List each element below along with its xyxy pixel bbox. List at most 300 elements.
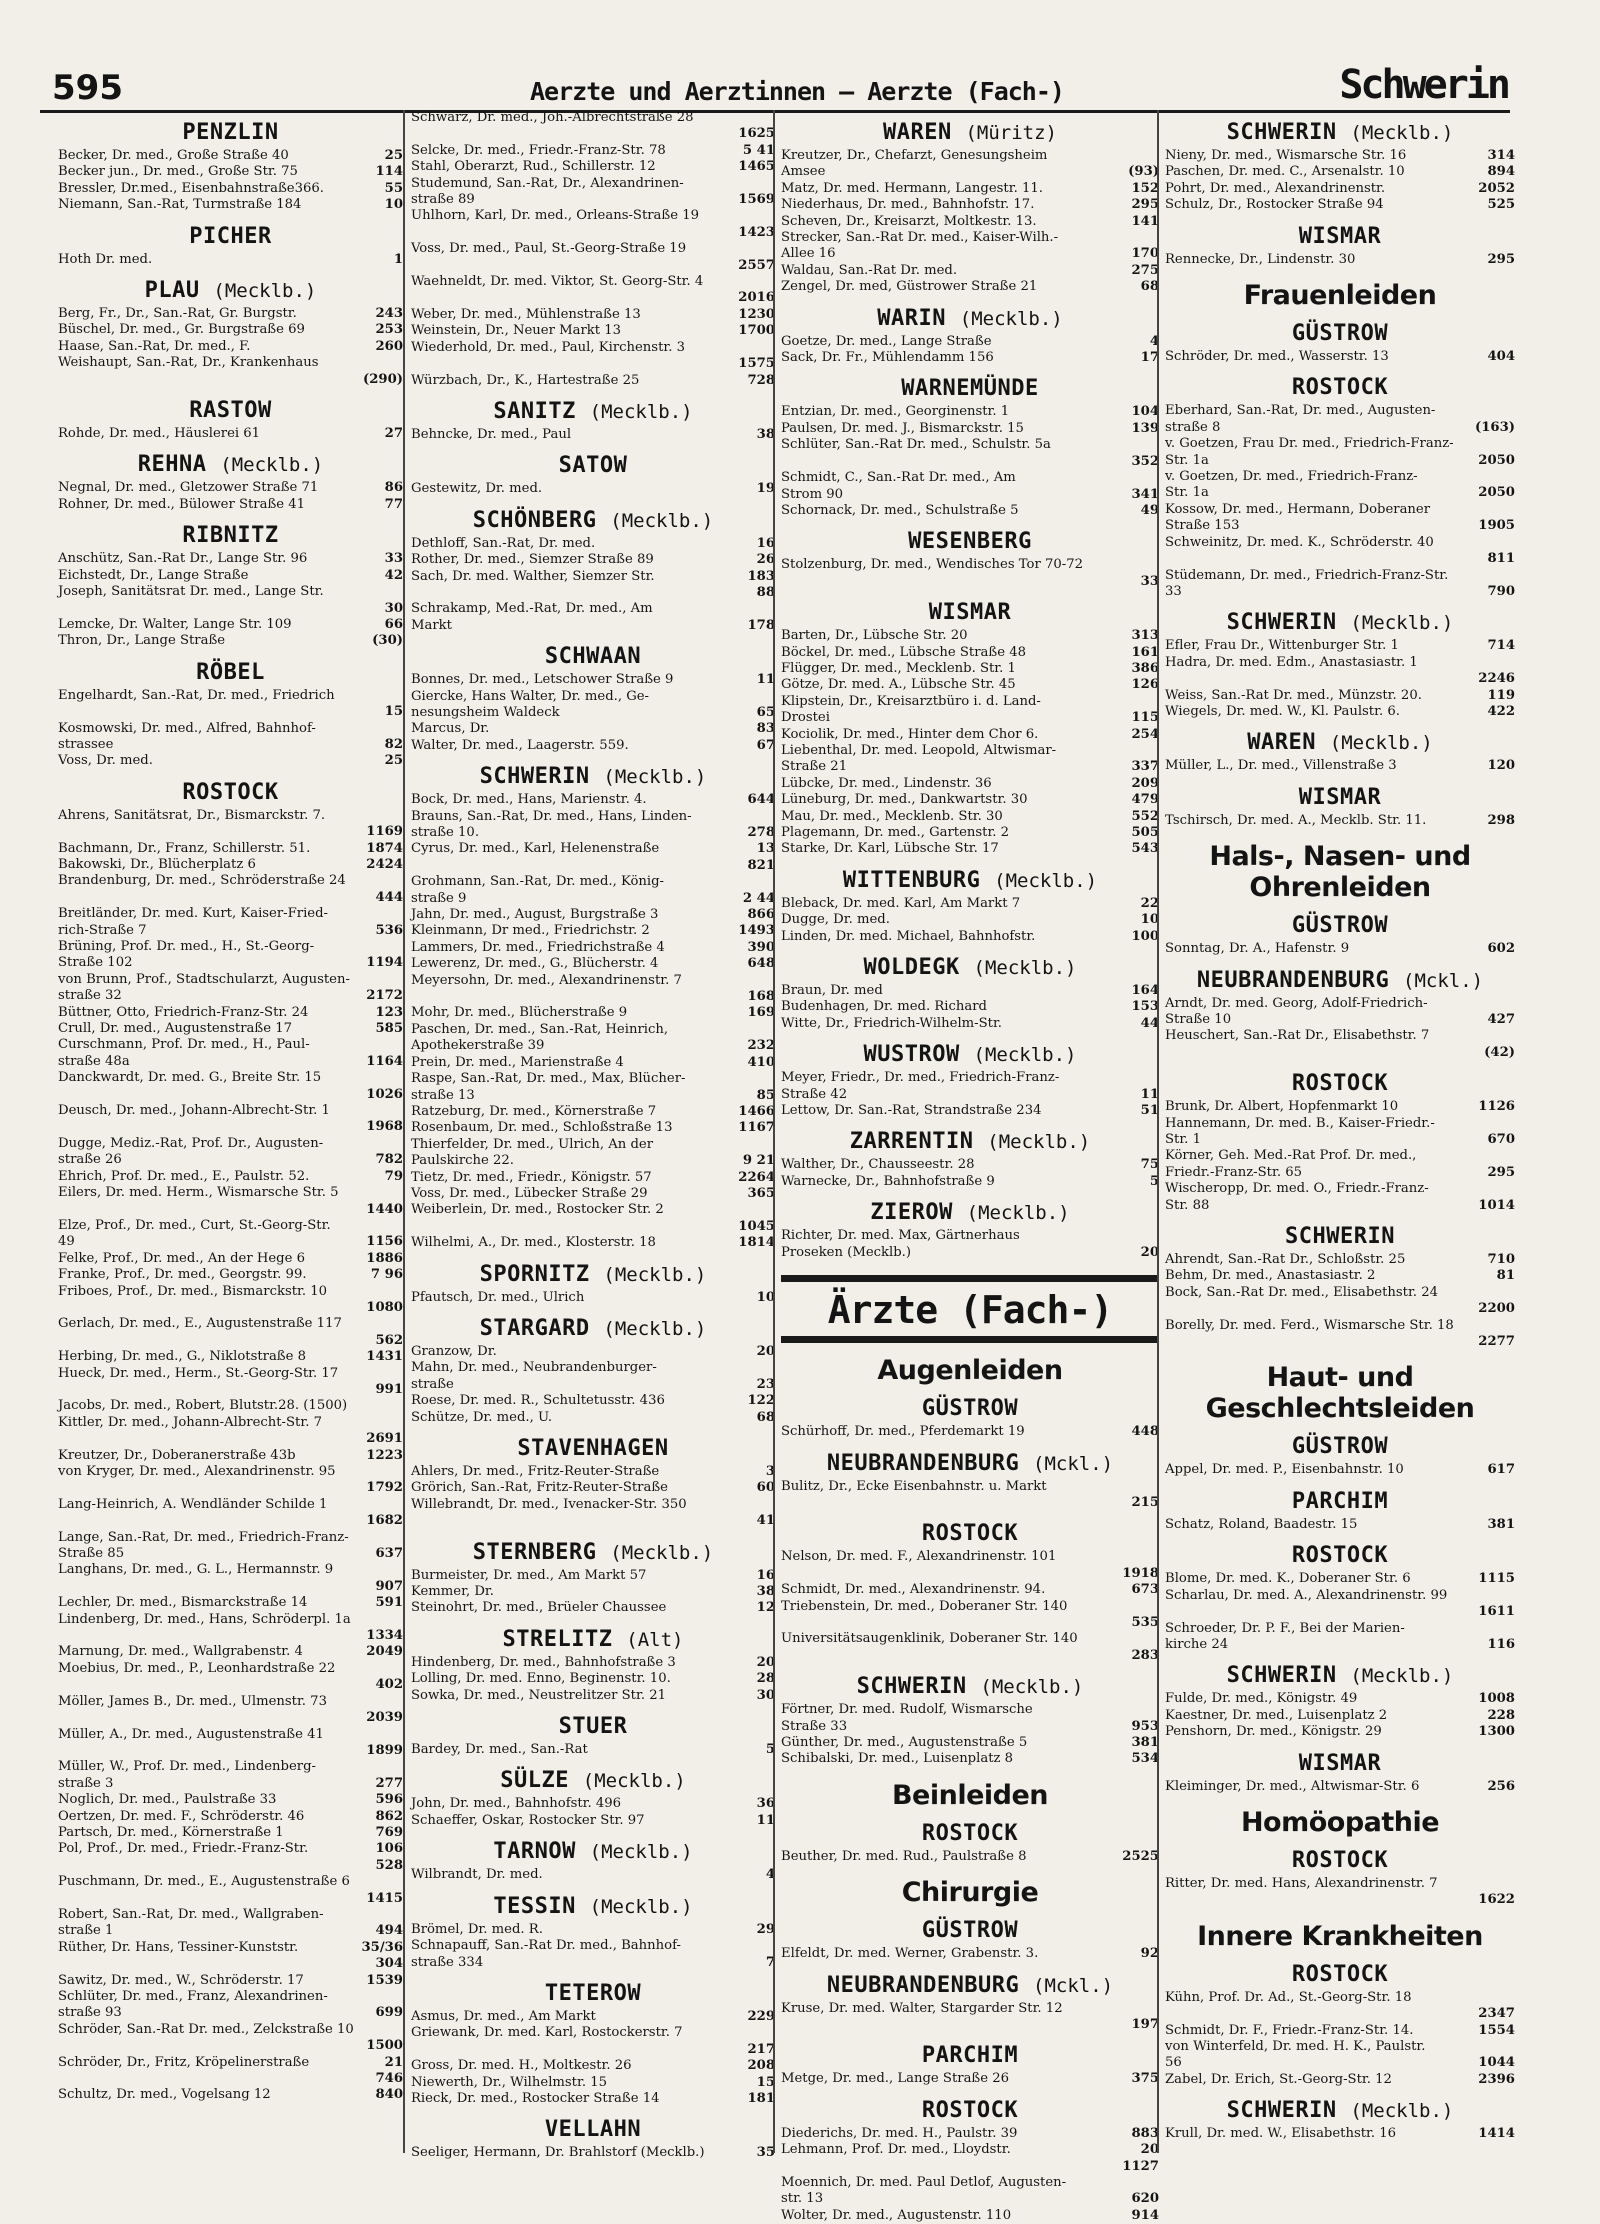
town-name: NEUBRANDENBURG: [826, 1450, 1020, 1476]
directory-entry: [1165, 1779, 1515, 1795]
directory-entry: [1165, 996, 1515, 1012]
directory-entry: [411, 2145, 775, 2161]
entry-text: Barten, Dr., Lübsche Str. 20: [781, 628, 968, 644]
entry-text: Thron, Dr., Lange Straße: [58, 633, 226, 649]
directory-entry: [411, 1742, 775, 1758]
entry-text: Schütze, Dr. med., U.: [411, 1409, 553, 1425]
directory-entry: [781, 2208, 1159, 2224]
entry-number: 21: [384, 2054, 403, 2070]
entry-text: Linden, Dr. med. Michael, Bahnhofstr.: [781, 928, 1036, 944]
directory-entry: [781, 487, 1159, 503]
entry-text: Ahlers, Dr. med., Fritz-Reuter-Straße: [411, 1464, 660, 1479]
directory-entry: [781, 1631, 1159, 1647]
town-heading: [411, 1839, 775, 1864]
directory-entry: [58, 1398, 403, 1414]
entry-text: Körner, Geh. Med.-Rat Prof. Dr. med.,: [1165, 1148, 1417, 1164]
entry-number: 1026: [366, 1086, 403, 1102]
directory-entry: [1165, 1637, 1515, 1653]
entry-number: 298: [1487, 812, 1515, 828]
directory-entry: [781, 437, 1159, 453]
entry-number: 120: [1487, 758, 1515, 774]
town-qualifier: (Mecklb.): [603, 1317, 707, 1340]
entry-text: Ahrens, Sanitätsrat, Dr., Bismarckstr. 7.: [58, 807, 326, 823]
entry-text: Voss, Dr. med.: [58, 753, 153, 769]
directory-entry: [58, 1087, 403, 1103]
directory-entry: [1165, 349, 1515, 365]
entry-text: Paulskirche 22.: [411, 1153, 514, 1169]
directory-entry: [58, 252, 403, 268]
directory-entry: [411, 290, 775, 306]
entry-text: Cyrus, Dr. med., Karl, Helenenstraße: [411, 841, 660, 857]
entry-number: 20: [1140, 1244, 1159, 1260]
directory-entry: [411, 2025, 775, 2041]
entry-text: Marnung, Dr. med., Wallgrabenstr. 4: [58, 1644, 303, 1660]
entry-number: 1569: [738, 192, 775, 208]
entry-number: 5: [765, 1742, 775, 1758]
town-name: WISMAR: [1298, 1750, 1382, 1776]
entry-text: Weiberlein, Dr. med., Rostocker Str. 2: [411, 1202, 664, 1218]
directory-entry: [781, 334, 1159, 350]
entry-text: Schmidt, Dr. F., Friedr.-Franz-Str. 14.: [1165, 2022, 1414, 2038]
entry-text: Tschirsch, Dr. med. A., Mecklb. Str. 11.: [1165, 812, 1427, 828]
entry-text: Negnal, Dr. med., Gletzower Straße 71: [58, 480, 319, 496]
town-name: STUER: [558, 1714, 628, 1740]
directory-entry: [411, 1290, 775, 1306]
entry-number: 141: [1131, 213, 1159, 229]
directory-entry: [781, 1946, 1159, 1962]
directory-entry: [58, 1316, 403, 1332]
entry-text: Schultz, Dr. med., Vogelsang 12: [58, 2087, 271, 2103]
directory-entry: [58, 1891, 403, 1907]
entry-number: 197: [1131, 2017, 1159, 2032]
entry-number: 535: [1131, 1614, 1159, 1630]
town-name: SCHWERIN: [1285, 1224, 1395, 1250]
town-name: ZIEROW: [870, 1200, 953, 1226]
entry-text: Braun, Dr. med: [781, 983, 883, 999]
entry-number: 528: [375, 1857, 403, 1873]
entry-number: 12: [756, 1600, 775, 1616]
entry-text: Stüdemann, Dr. med., Friedrich-Franz-Str.: [1165, 567, 1449, 583]
entry-text: Lewerenz, Dr. med., G., Blücherstr. 4: [411, 956, 659, 972]
directory-entry: [58, 1809, 403, 1825]
entry-text: Jahn, Dr. med., August, Burgstraße 3: [411, 907, 659, 923]
directory-entry: [1165, 164, 1515, 180]
entry-text: Friboes, Prof., Dr. med., Bismarckstr. 10: [58, 1283, 328, 1299]
entry-number: 51: [1140, 1103, 1159, 1119]
entry-text: Liebenthal, Dr. med. Leopold, Altwismar-: [781, 742, 1057, 758]
entry-number: 2172: [366, 988, 403, 1004]
directory-entry: [781, 792, 1159, 808]
entry-text: Grörich, San.-Rat, Fritz-Reuter-Straße: [411, 1480, 668, 1496]
directory-entry: [411, 585, 775, 601]
directory-entry: [58, 1169, 403, 1185]
entry-text: Pfautsch, Dr. med., Ulrich: [411, 1289, 585, 1305]
town-heading: [781, 2043, 1159, 2068]
directory-entry: [411, 841, 775, 857]
entry-text: str. 13: [781, 2191, 824, 2207]
directory-entry: [58, 1037, 403, 1053]
town-qualifier: (Mecklb.): [603, 1263, 707, 1286]
town-name: ROSTOCK: [921, 1820, 1019, 1846]
town-name: VELLAHN: [544, 2117, 642, 2143]
directory-entry: [411, 2042, 775, 2058]
entry-number: 914: [1131, 2207, 1159, 2223]
directory-entry: [781, 1016, 1159, 1032]
directory-entry: [411, 1480, 775, 1496]
directory-entry: [411, 1497, 775, 1513]
directory-entry: [58, 1251, 403, 1267]
directory-entry: [781, 2001, 1159, 2017]
entry-number: 30: [384, 600, 403, 616]
directory-entry: [58, 1644, 403, 1660]
entry-number: 1814: [738, 1235, 775, 1251]
directory-entry: [58, 2038, 403, 2054]
entry-number: 1500: [366, 2038, 403, 2054]
entry-text: Schatz, Roland, Baadestr. 15: [1165, 1516, 1358, 1532]
town-heading: [781, 1821, 1159, 1846]
town-name: WISMAR: [928, 600, 1012, 626]
directory-entry: [58, 1792, 403, 1808]
entry-text: Wilhelmi, A., Dr. med., Klosterstr. 18: [411, 1235, 656, 1251]
entry-text: Puschmann, Dr. med., E., Augustenstraße 6: [58, 1874, 350, 1890]
town-heading: [411, 453, 775, 478]
entry-number: 2396: [1478, 2071, 1515, 2087]
directory-entry: [1165, 2023, 1515, 2039]
entry-number: 277: [375, 1775, 403, 1791]
entry-number: 10: [384, 197, 403, 213]
entry-text: Krull, Dr. med. W., Elisabethstr. 16: [1165, 2126, 1397, 2142]
entry-number: 104: [1131, 404, 1159, 420]
directory-entry: [1165, 181, 1515, 197]
entry-text: Straße 85: [58, 1546, 125, 1562]
entry-number: 22: [1140, 895, 1159, 911]
town-heading: [1165, 1751, 1515, 1776]
entry-text: Schwarz, Dr. med., Joh.-Albrechtstraße 28: [411, 110, 694, 125]
entry-number: 782: [375, 1152, 403, 1168]
directory-entry: [58, 1661, 403, 1677]
entry-number: 33: [1140, 573, 1159, 589]
entry-text: Thierfelder, Dr. med., Ulrich, An der: [411, 1136, 654, 1152]
entry-number: 4: [765, 1867, 775, 1883]
town-heading: [1165, 1663, 1515, 1688]
town-qualifier: (Mckl.): [1033, 1452, 1114, 1475]
entry-number: 260: [375, 338, 403, 354]
entry-text: v. Goetzen, Dr. med., Friedrich-Franz-: [1165, 469, 1418, 485]
entry-number: 65: [756, 704, 775, 720]
town-name: SATOW: [558, 453, 628, 479]
directory-entry: [58, 955, 403, 971]
directory-entry: [58, 972, 403, 988]
directory-entry: [411, 2009, 775, 2025]
town-heading: [781, 1129, 1159, 1154]
entry-text: Kossow, Dr. med., Hermann, Doberaner: [1165, 501, 1431, 517]
entry-number: 620: [1131, 2191, 1159, 2207]
entry-number: 1886: [366, 1250, 403, 1266]
town-heading: [411, 508, 775, 533]
directory-entry: [781, 181, 1159, 197]
town-heading: [411, 764, 775, 789]
entry-text: Hoth Dr. med.: [58, 251, 153, 267]
town-name: SCHÖNBERG: [472, 507, 597, 533]
entry-text: Breitländer, Dr. med. Kurt, Kaiser-Fried-: [58, 906, 328, 922]
entry-text: Schroeder, Dr. P. F., Bei der Marien-: [1165, 1620, 1405, 1636]
directory-entry: [411, 176, 775, 192]
directory-entry: [781, 743, 1159, 759]
entry-text: Ritter, Dr. med. Hans, Alexandrinenstr. 7: [1165, 1875, 1438, 1891]
directory-entry: [58, 1710, 403, 1726]
directory-entry: [781, 710, 1159, 726]
directory-entry: [58, 1480, 403, 1496]
directory-entry: [58, 1366, 403, 1382]
entry-text: Lübcke, Dr. med., Lindenstr. 36: [781, 775, 992, 791]
entry-number: 673: [1131, 1582, 1159, 1598]
specialty-heading: Homöopathie: [1240, 1806, 1440, 1838]
entry-text: Straße 102: [58, 955, 133, 971]
directory-entry: [1165, 2072, 1515, 2088]
entry-number: 448: [1131, 1424, 1159, 1440]
entry-text: Raspe, San.-Rat, Dr. med., Max, Blücher-: [411, 1071, 686, 1087]
directory-entry: [411, 1377, 775, 1393]
entry-text: Triebenstein, Dr. med., Doberaner Str. 140: [781, 1598, 1068, 1614]
directory-entry: [58, 721, 403, 737]
directory-entry: [58, 1677, 403, 1693]
entry-text: Robert, San.-Rat, Dr. med., Wallgraben-: [58, 1906, 324, 1922]
entry-number: 119: [1487, 687, 1515, 703]
town-name: WESENBERG: [908, 529, 1032, 555]
directory-entry: [58, 824, 403, 840]
entry-number: 100: [1131, 928, 1159, 944]
entry-number: 1044: [1478, 2055, 1515, 2071]
entry-number: 16: [756, 1567, 775, 1583]
directory-entry: [58, 1415, 403, 1431]
entry-number: 1127: [1122, 2158, 1159, 2174]
entry-text: Witte, Dr., Friedrich-Wilhelm-Str.: [781, 1015, 1002, 1031]
entry-number: 953: [1131, 1718, 1159, 1734]
town-name: ROSTOCK: [1291, 1071, 1389, 1097]
entry-number: 1465: [738, 159, 775, 175]
directory-entry: [781, 230, 1159, 246]
entry-text: Bock, Dr. med., Hans, Marienstr. 4.: [411, 792, 647, 808]
entry-number: 1115: [1478, 1571, 1515, 1587]
entry-text: 33: [1165, 583, 1182, 599]
directory-entry: [411, 1344, 775, 1360]
directory-entry: [1165, 502, 1515, 518]
column-1: [58, 110, 403, 2153]
entry-number: 115: [1131, 710, 1159, 726]
entry-text: strassee: [58, 736, 114, 752]
town-name: GÜSTROW: [1291, 1434, 1389, 1460]
entry-number: 1223: [366, 1447, 403, 1463]
town-name: STERNBERG: [472, 1539, 597, 1565]
directory-entry: [1165, 1604, 1515, 1620]
directory-entry: [411, 705, 775, 721]
directory-entry: [781, 574, 1159, 590]
entry-text: Berg, Fr., Dr., San.-Rat, Gr. Burgstr.: [58, 306, 297, 322]
entry-number: 479: [1131, 792, 1159, 808]
town-qualifier: (Mecklb.): [973, 1044, 1077, 1067]
entry-number: 746: [375, 2071, 403, 2087]
entry-text: Bachmann, Dr., Franz, Schillerstr. 51.: [58, 840, 311, 856]
entry-number: 82: [384, 736, 403, 752]
entry-text: Sonntag, Dr. A., Hafenstr. 9: [1165, 941, 1350, 957]
directory-entry: [411, 1120, 775, 1136]
entry-number: 28: [756, 1671, 775, 1687]
directory-entry: [58, 617, 403, 633]
entry-text: Engelhardt, San.-Rat, Dr. med., Friedrich: [58, 687, 335, 703]
directory-entry: [781, 896, 1159, 912]
column-2: [403, 110, 775, 2161]
directory-entry: [411, 601, 775, 617]
column-3: [773, 110, 1159, 2223]
entry-text: Weber, Dr. med., Mühlenstraße 13: [411, 306, 641, 322]
entry-text: Bulitz, Dr., Ecke Eisenbahnstr. u. Markt: [781, 1478, 1047, 1494]
entry-text: von Winterfeld, Dr. med. H. K., Paulstr.: [1165, 2038, 1426, 2054]
town-name: SANITZ: [493, 398, 576, 424]
directory-entry: [411, 2075, 775, 2091]
running-title: Aerzte und Aerztinnen — Aerzte (Fach-): [530, 77, 1064, 106]
entry-number: 1431: [366, 1349, 403, 1365]
entry-text: Brömel, Dr. med. R.: [411, 1921, 543, 1937]
directory-entry: [1165, 1165, 1515, 1181]
entry-text: Schnapauff, San.-Rat Dr. med., Bahnhof-: [411, 1938, 681, 1954]
entry-number: 390: [747, 939, 775, 955]
town-name: SCHWERIN: [1226, 2098, 1337, 2124]
entry-text: Noglich, Dr. med., Paulstraße 33: [58, 1792, 277, 1808]
directory-entry: [781, 677, 1159, 693]
directory-entry: [411, 143, 775, 159]
directory-entry: [58, 2055, 403, 2071]
town-heading: [58, 120, 403, 145]
entry-text: Danckwardt, Dr. med. G., Breite Str. 15: [58, 1070, 322, 1086]
town-heading: [781, 1200, 1159, 1225]
entry-number: 27: [384, 426, 403, 442]
entry-text: Kreutzer, Dr., Doberanerstraße 43b: [58, 1447, 296, 1463]
town-qualifier: (Mecklb.): [1350, 612, 1454, 635]
directory-entry: [411, 340, 775, 356]
directory-entry: [1165, 1990, 1515, 2006]
entry-text: Rieck, Dr. med., Rostocker Straße 14: [411, 2090, 660, 2106]
entry-text: Schornack, Dr. med., Schulstraße 5: [781, 502, 1019, 518]
directory-entry: [1165, 1198, 1515, 1214]
town-heading: [411, 1627, 775, 1652]
entry-text: Moebius, Dr. med., P., Leonhardstraße 22: [58, 1660, 336, 1676]
directory-entry: [58, 1694, 403, 1710]
entry-number: 11: [756, 1812, 775, 1828]
town-heading: [781, 1973, 1159, 1998]
directory-entry: [58, 1448, 403, 1464]
town-heading: [1165, 224, 1515, 249]
entry-text: Goetze, Dr. med., Lange Straße: [781, 333, 992, 349]
entry-number: 337: [1131, 759, 1159, 775]
entry-text: Lindenberg, Dr. med., Hans, Schröderpl. 1a: [58, 1611, 351, 1627]
entry-number: 1493: [738, 923, 775, 939]
entry-text: Paschen, Dr. med. C., Arsenalstr. 10: [1165, 164, 1405, 180]
specialty-heading: Hals-, Nasen- und Ohrenleiden: [1209, 841, 1471, 904]
entry-number: 256: [1487, 1778, 1515, 1794]
entry-text: Beuther, Dr. med. Rud., Paulstraße 8: [781, 1848, 1027, 1864]
directory-entry: [411, 2058, 775, 2074]
directory-entry: [58, 1989, 403, 2005]
entry-text: Weishaupt, San.-Rat, Dr., Krankenhaus: [58, 355, 319, 371]
directory-entry: [411, 159, 775, 175]
entry-number: 10: [756, 1289, 775, 1305]
entry-number: 1554: [1478, 2022, 1515, 2038]
directory-entry: [411, 1955, 775, 1971]
entry-text: Burmeister, Dr. med., Am Markt 57: [411, 1567, 647, 1583]
directory-entry: [781, 1702, 1159, 1718]
town-qualifier: (Mecklb.): [973, 957, 1077, 980]
entry-number: 427: [1487, 1011, 1515, 1027]
directory-entry: [58, 1021, 403, 1037]
directory-entry: [58, 197, 403, 213]
entry-text: von Brunn, Prof., Stadtschularzt, Augusten-: [58, 971, 350, 987]
entry-text: Eichstedt, Dr., Lange Straße: [58, 567, 249, 583]
entry-text: Efler, Frau Dr., Wittenburger Str. 1: [1165, 638, 1399, 654]
entry-text: Schaeffer, Oskar, Rostocker Str. 97: [411, 1812, 645, 1828]
entry-text: Borelly, Dr. med. Ferd., Wismarsche Str. 18: [1165, 1317, 1454, 1333]
directory-entry: [58, 1119, 403, 1135]
entry-number: 152: [1131, 180, 1159, 196]
directory-entry: [58, 988, 403, 1004]
town-heading: [411, 2117, 775, 2142]
entry-text: Kittler, Dr. med., Johann-Albrecht-Str. 7: [58, 1414, 322, 1430]
entry-text: Lechler, Dr. med., Bismarckstraße 14: [58, 1595, 308, 1611]
entry-text: Appel, Dr. med. P., Eisenbahnstr. 10: [1165, 1462, 1404, 1478]
directory-entry: [781, 279, 1159, 295]
entry-number: 1466: [738, 1103, 775, 1119]
entry-text: Lemcke, Dr. Walter, Lange Str. 109: [58, 616, 292, 632]
entry-text: Eberhard, San.-Rat, Dr. med., Augusten-: [1165, 403, 1436, 419]
entry-text: Bakowski, Dr., Blücherplatz 6: [58, 856, 256, 872]
town-name: RÖBEL: [196, 659, 265, 685]
town-qualifier: (Mecklb.): [589, 400, 693, 423]
town-qualifier: (Mecklb.): [1329, 732, 1433, 755]
town-name: SCHWERIN: [1226, 610, 1337, 636]
directory-entry: [58, 1579, 403, 1595]
entry-text: Rosenbaum, Dr. med., Schloßstraße 13: [411, 1120, 673, 1136]
town-heading: [781, 1521, 1159, 1546]
directory-entry: [411, 323, 775, 339]
town-name: PICHER: [189, 223, 272, 249]
directory-entry: [1165, 2039, 1515, 2055]
directory-entry: [58, 1333, 403, 1349]
directory-entry: [781, 1103, 1159, 1119]
entry-number: 1539: [366, 1972, 403, 1988]
entry-text: Lange, San.-Rat, Dr. med., Friedrich-Franz-: [58, 1529, 349, 1545]
entry-text: Kociolik, Dr. med., Hinter dem Chor 6.: [781, 726, 1039, 742]
entry-number: 375: [1131, 2071, 1159, 2087]
directory-entry: [1165, 1588, 1515, 1604]
entry-number: 23: [756, 1376, 775, 1392]
entry-number: 15: [384, 704, 403, 720]
directory-entry: [781, 2175, 1159, 2191]
entry-number: 42: [384, 567, 403, 583]
entry-number: 2052: [1478, 180, 1515, 196]
entry-number: 404: [1487, 349, 1515, 365]
entry-text: Lettow, Dr. San.-Rat, Strandstraße 234: [781, 1103, 1042, 1119]
entry-text: Joseph, Sanitätsrat Dr. med., Lange Str.: [58, 584, 324, 600]
directory-entry: [58, 322, 403, 338]
town-name: TESSIN: [493, 1893, 576, 1919]
town-name: ROSTOCK: [1291, 1847, 1389, 1873]
entry-text: Scheven, Dr., Kreisarzt, Moltkestr. 13.: [781, 213, 1037, 229]
entry-text: Wiederhold, Dr. med., Paul, Kirchenstr. 3: [411, 339, 685, 355]
entry-number: 670: [1487, 1132, 1515, 1147]
entry-number: 591: [375, 1595, 403, 1611]
entry-number: 126: [1131, 677, 1159, 693]
town-heading: [781, 1918, 1159, 1943]
town-heading: [58, 660, 403, 685]
